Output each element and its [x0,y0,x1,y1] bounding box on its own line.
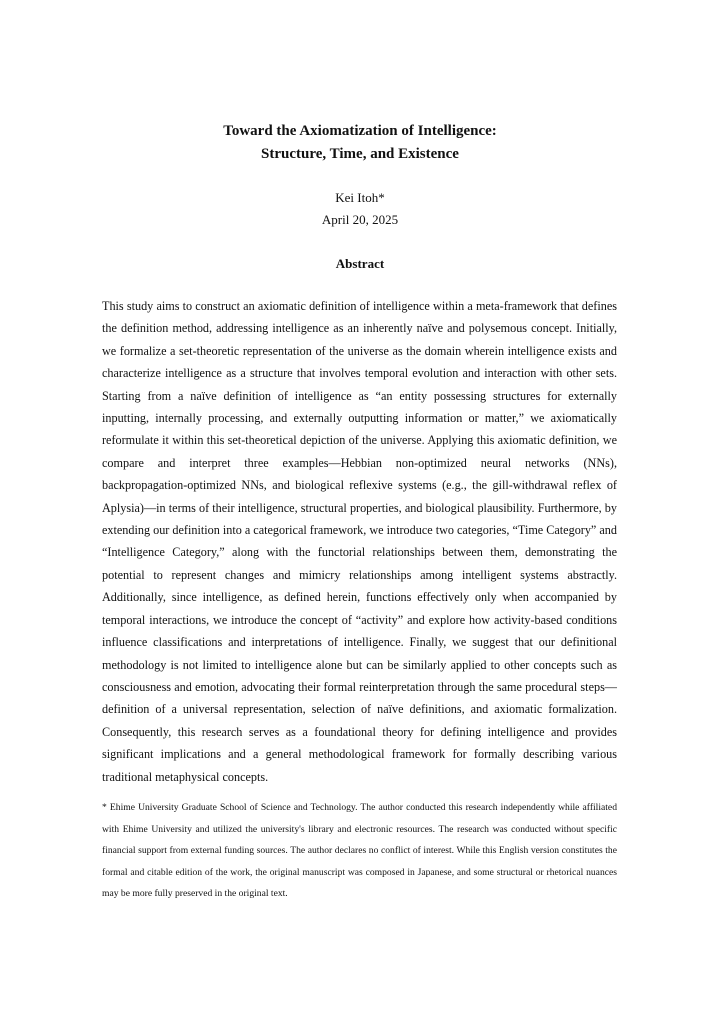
title-line-1: Toward the Axiomatization of Intelligence: [223,123,497,139]
author-footnote: * Ehime University Graduate School of Science and Technology. The author conducted this research independently while affiliated with Ehime University and utilized the university's library and electronic resources. The research was conducted without specific financial support from external funding sources. The author declares no conflict of interest. While this English version constitutes the formal and citable edition of the work, the original manuscript was composed in Japanese, and some structural or rhetorical nuances may be more fully preserved in the original text. [102,802,617,899]
abstract-text: This study aims to construct an axiomatic definition of intelligence within a meta-framework that defines the definition method, addressing intelligence as an inherently naïve and polysemous concept. Initially, we formalize a set-theoretic representation of the universe as the domain wherein intelligence exists and characterize intelligence as a structure that involves temporal evolution and interaction with other sets. Starting from a naïve definition of intelligence as “an entity possessing structures for externally inputting, internally processing, and externally outputting information or matter,” we axiomatically reformulate it within this set-theoretical depiction of the universe. Applying this axiomatic definition, we compare and interpret three examples—Hebbian non-optimized neural networks (NNs), backpropagation-optimized NNs, and biological reflexive systems (e.g., the gill-withdrawal reflex of Aplysia)—in terms of their intelligence, structural properties, and biological plausibility. Furthermore, by extending our definition into a categorical framework, we introduce two categories, “Time Category” and “Intelligence Category,” along with the functorial relationships between them, demonstrating the potential to represent changes and mimicry relationships among intelligent systems abstractly. Additionally, since intelligence, as defined herein, functions effectively only when accompanied by temporal interactions, we introduce the concept of “activity” and explore how activity-based conditions influence classifications and interpretations of intelligence. Finally, we suggest that our definitional methodology is not limited to intelligence alone but can be similarly applied to other concepts such as consciousness and emotion, advocating their formal reinterpretation through the same procedural steps—definition of a universal representation, selection of naïve definitions, and axiomatic formalization. Consequently, this research serves as a foundational theory for defining intelligence and provides significant implications and a general methodological framework for formally describing various traditional metaphysical concepts. [102,299,617,784]
paper-title [0,120,720,166]
title-line-2: Structure, Time, and Existence [261,146,459,162]
author-name: Kei Itoh* [335,190,385,205]
abstract-heading: Abstract [335,256,385,271]
publication-date: April 20, 2025 [321,212,399,227]
